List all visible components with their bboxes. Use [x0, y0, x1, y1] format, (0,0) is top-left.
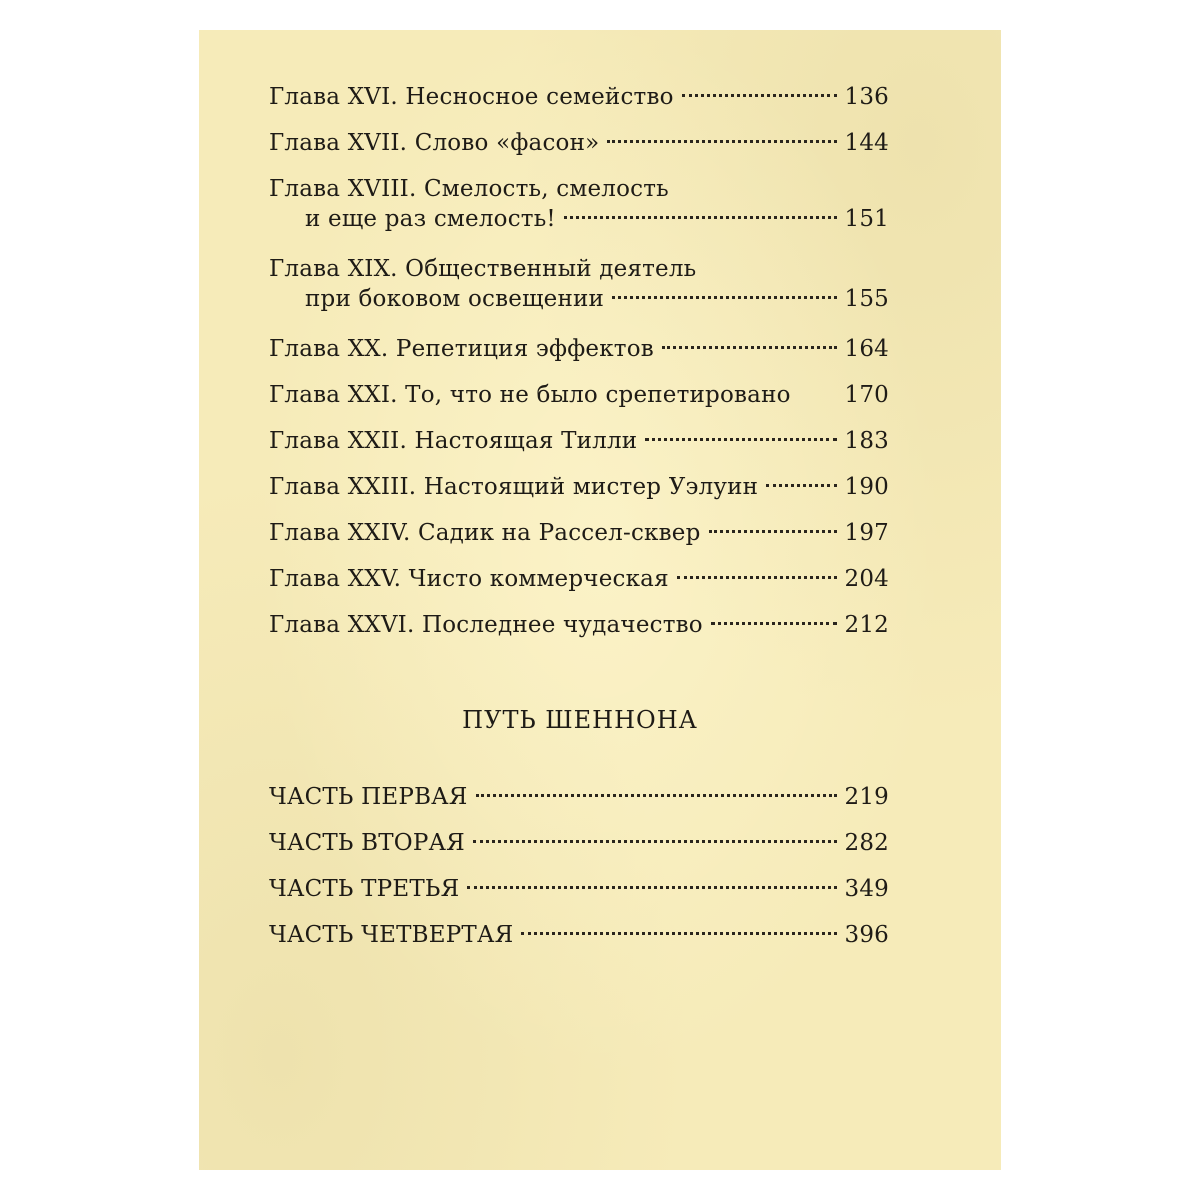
toc-entry-page: 349 — [844, 876, 889, 902]
toc-entry-page: 151 — [844, 206, 889, 232]
toc-entry-chapter-23 — [269, 472, 889, 518]
toc-entry-page: 396 — [844, 922, 889, 948]
toc-entry-title: Глава XXIV. Садик на Рассел-сквер — [269, 520, 701, 546]
toc-entry-chapter-22 — [269, 426, 889, 472]
toc-entry-title: Глава XXII. Настоящая Тилли — [269, 428, 638, 454]
toc-entry-page: 164 — [844, 336, 889, 362]
toc-entry-title: Глава XX. Репетиция эффектов — [269, 336, 654, 362]
toc-entry-title: ЧАСТЬ ПЕРВАЯ — [269, 784, 468, 810]
toc-entry-title-line1: Глава XIX. Общественный деятель — [269, 256, 697, 282]
toc-entry-page: 197 — [844, 520, 889, 546]
toc-entry-chapter-24 — [269, 518, 889, 564]
toc-entry-part-2 — [269, 828, 889, 874]
toc-entry-chapter-25 — [269, 564, 889, 610]
toc-entry-chapter-16 — [269, 82, 889, 128]
dot-leader — [607, 140, 836, 143]
toc-entry-title: ЧАСТЬ ВТОРАЯ — [269, 830, 465, 856]
toc-entry-page: 170 — [844, 382, 889, 408]
toc-entry-page: 183 — [844, 428, 889, 454]
chapter-list — [269, 82, 889, 656]
toc-entry-title: Глава XXI. То, что не было срепетировано — [269, 382, 791, 408]
toc-entry-title: и еще раз смелость! — [305, 206, 556, 232]
dot-leader — [476, 794, 837, 797]
dot-leader — [677, 576, 837, 579]
toc-entry-title: Глава XXVI. Последнее чудачество — [269, 612, 703, 638]
toc-entry-chapter-17 — [269, 128, 889, 174]
toc-entry-page: 155 — [844, 286, 889, 312]
toc-entry-title: Глава XVII. Слово «фасон» — [269, 130, 600, 156]
toc-entry-title: ЧАСТЬ ЧЕТВЕРТАЯ — [269, 922, 514, 948]
toc-entry-page: 219 — [844, 784, 889, 810]
toc-entry-part-3 — [269, 874, 889, 920]
dot-leader — [709, 530, 837, 533]
dot-leader — [467, 886, 836, 889]
toc-entry-part-4 — [269, 920, 889, 966]
dot-leader — [711, 622, 837, 625]
toc-entry-chapter-19 — [269, 254, 889, 334]
toc-entry-part-1 — [269, 782, 889, 828]
toc-entry-chapter-20 — [269, 334, 889, 380]
toc-entry-chapter-26 — [269, 610, 889, 656]
dot-leader — [612, 296, 836, 299]
toc-entry-chapter-21 — [269, 380, 889, 426]
dot-leader — [682, 94, 837, 97]
dot-leader — [766, 484, 836, 487]
dot-leader — [645, 438, 836, 441]
toc-entry-title: ЧАСТЬ ТРЕТЬЯ — [269, 876, 460, 902]
part-list — [269, 782, 889, 966]
toc-entry-page: 144 — [844, 130, 889, 156]
toc-entry-page: 212 — [844, 612, 889, 638]
book-page — [199, 30, 1001, 1170]
toc-entry-title: Глава XVI. Несносное семейство — [269, 84, 674, 110]
toc-entry-page: 282 — [844, 830, 889, 856]
toc-entry-title: Глава XXV. Чисто коммерческая — [269, 566, 669, 592]
section-heading: ПУТЬ ШЕННОНА — [462, 706, 698, 734]
toc-entry-page: 190 — [844, 474, 889, 500]
toc-entry-title: Глава XXIII. Настоящий мистер Уэлуин — [269, 474, 759, 500]
toc-entry-title: при боковом освещении — [305, 286, 605, 312]
toc-entry-chapter-18 — [269, 174, 889, 254]
dot-leader — [662, 346, 837, 349]
dot-leader — [473, 840, 837, 843]
dot-leader — [521, 932, 836, 935]
toc-entry-title-line1: Глава XVIII. Смелость, смелость — [269, 176, 669, 202]
dot-leader — [564, 216, 837, 219]
toc-entry-page: 204 — [844, 566, 889, 592]
toc-entry-page: 136 — [844, 84, 889, 110]
